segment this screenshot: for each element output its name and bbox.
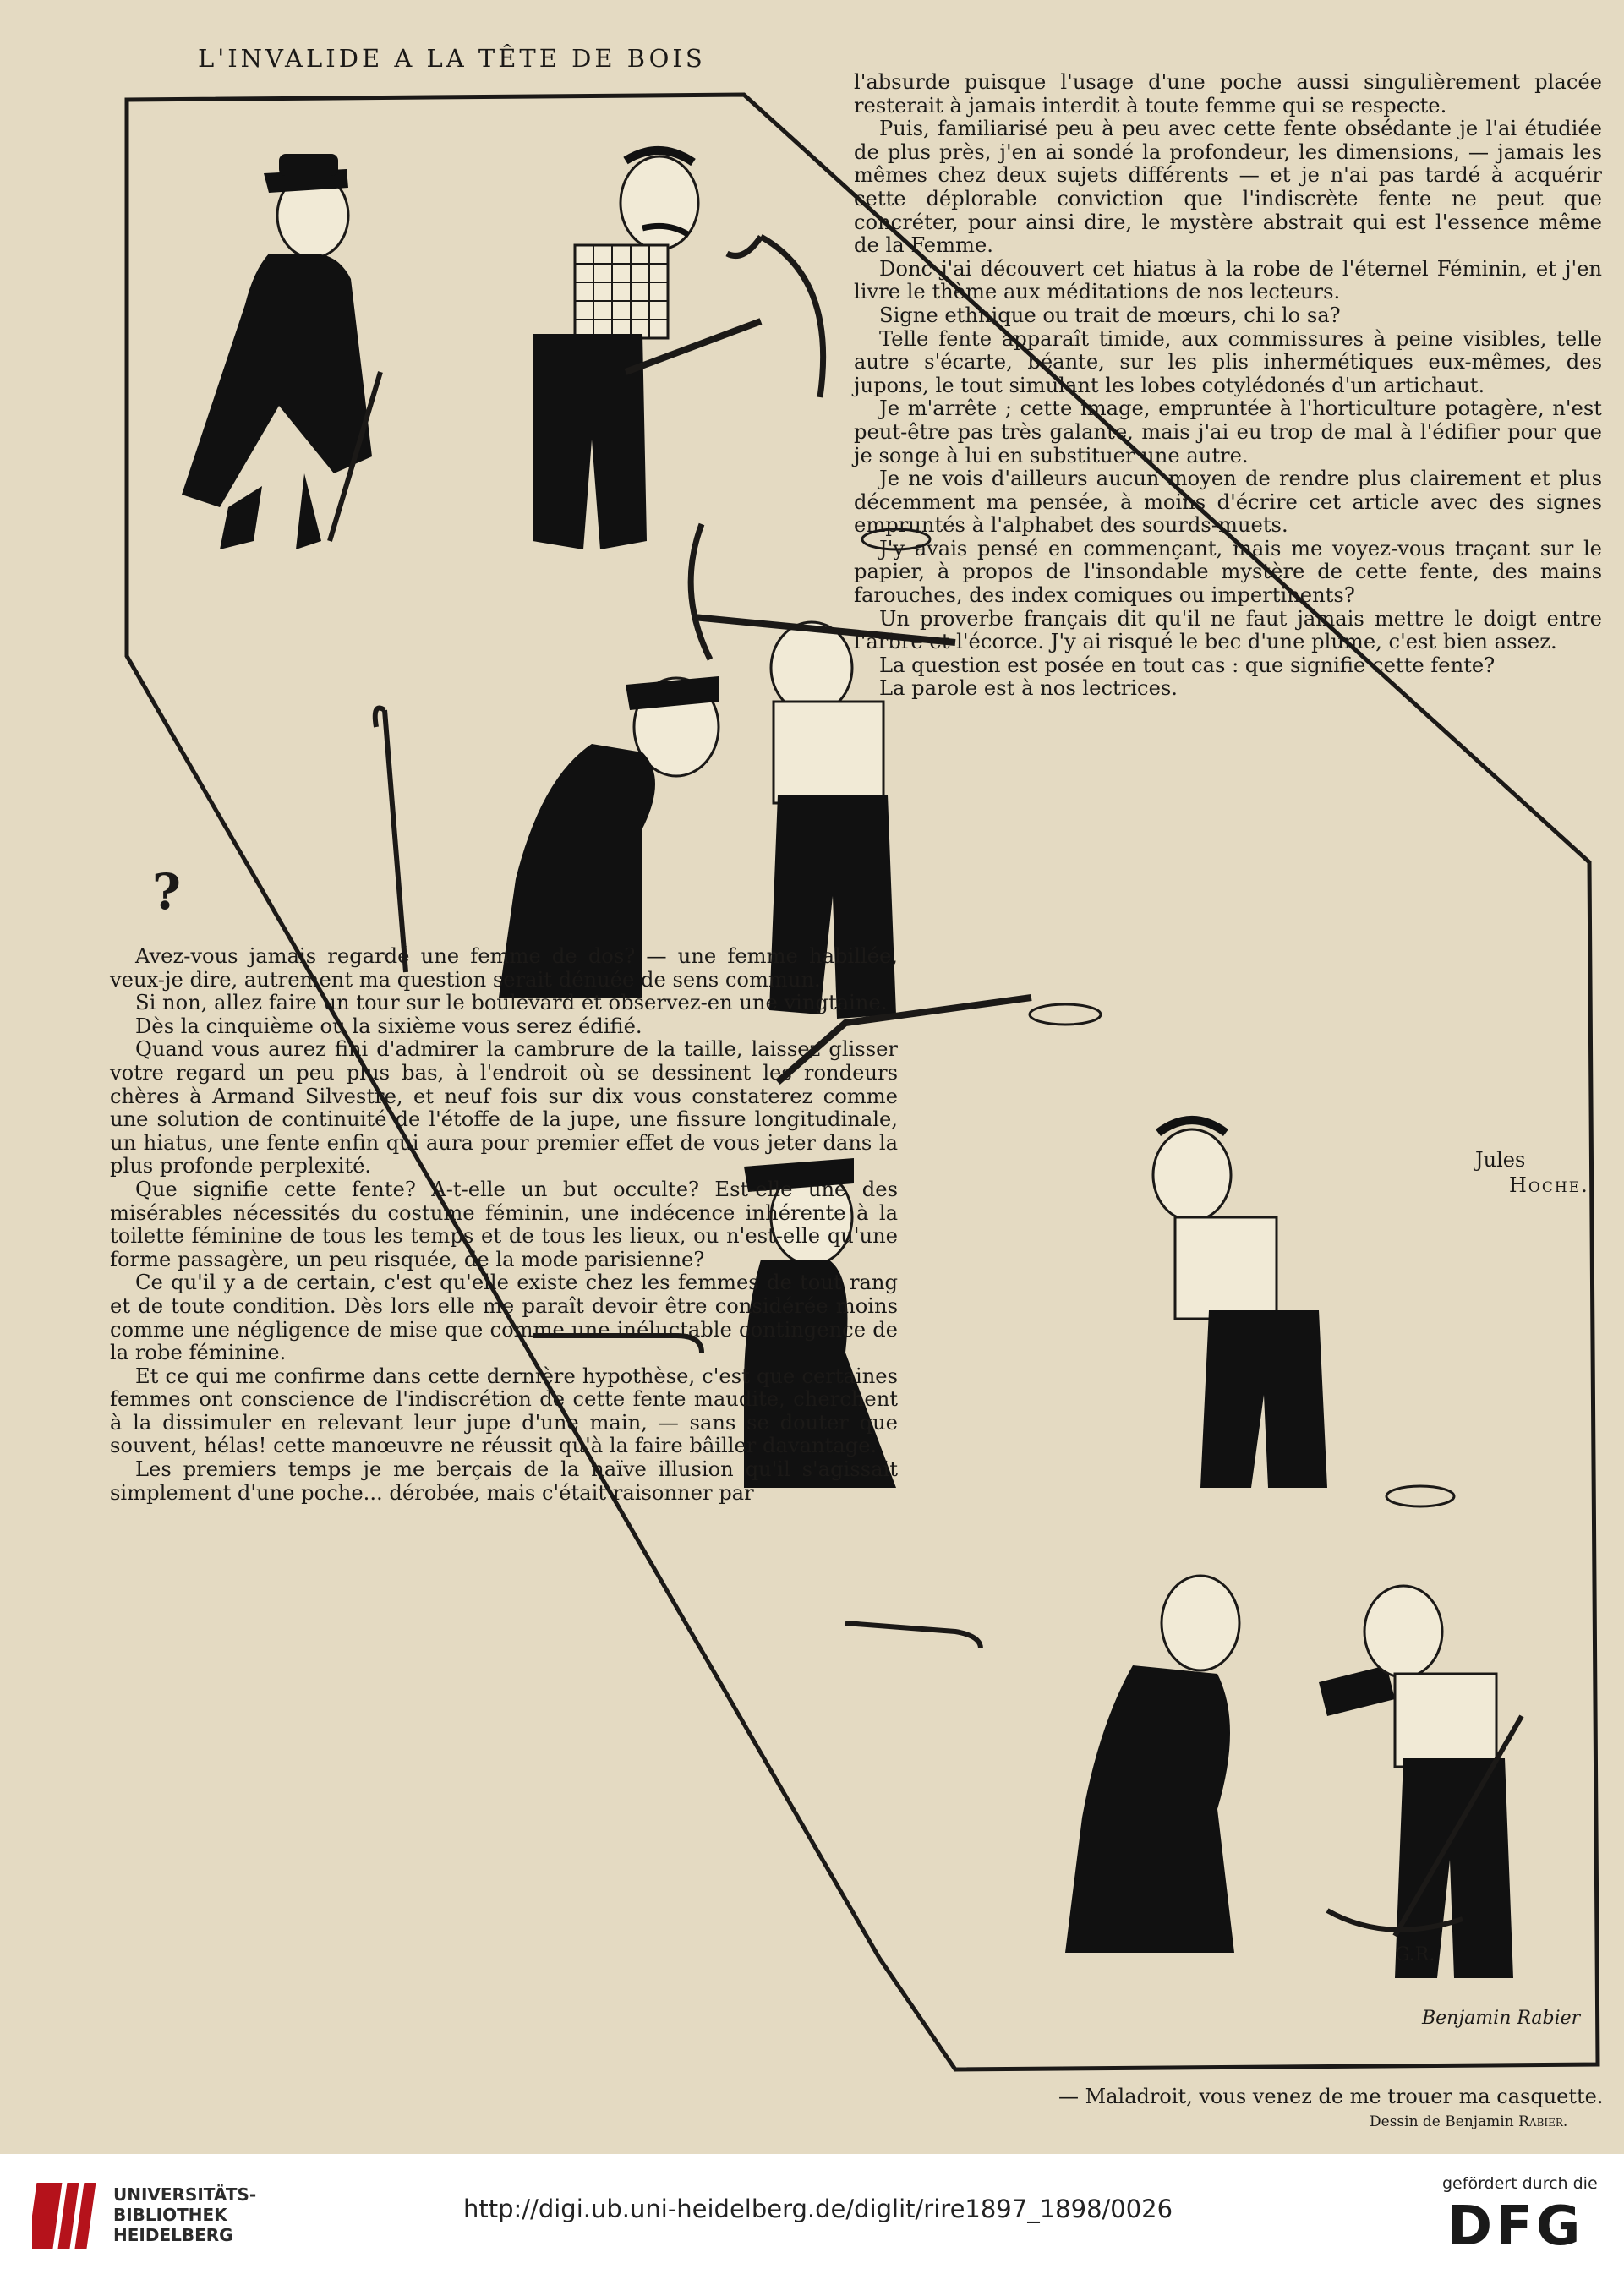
paragraph: Donc j'ai découvert cet hiatus à la robe de l'éternel Féminin, et j'en livre le thème aux méditations de nos lecteurs. (854, 256, 1602, 304)
paragraph: Puis, familiarisé peu à peu avec cette fente obsédante je l'ai étudiée de plus près, j'en ai sondé la profondeur, les dimensions, — jamais les mêmes chez deux sujets différents — et je n'ai pas tardé à acquérir cette déplorable conviction que l'indiscrète fente ne peut que concréter, pour ainsi dire, le mystère abstrait qui est l'essence même de la Femme. (854, 117, 1602, 258)
illustration-caption: — Maladroit, vous venez de me trouer ma casquette. (1058, 2085, 1604, 2108)
credit-name: Rabier. (1518, 2113, 1568, 2130)
running-title: L'INVALIDE A LA TÊTE DE BOIS (198, 44, 706, 73)
paragraph: Avez-vous jamais regardé une femme de dos? — une femme habillée, veux-je dire, autrement ma question serait dénuée de sens commun. (110, 944, 898, 992)
library-name[interactable] (113, 2184, 256, 2245)
article-column-left (110, 945, 898, 1505)
paragraph: Les premiers temps je me berçais de la naïve illusion qu'il s'agissait simplement d'une poche... dérobée, mais c'était raisonner par (110, 1457, 898, 1505)
library-name-line: HEIDELBERG (113, 2225, 233, 2245)
illustration-credit (1370, 2113, 1567, 2130)
paragraph: Quand vous aurez fini d'admirer la cambrure de la taille, laissez glisser votre regard un peu plus bas, à l'endroit où se dessinent les rondeurs chères à Armand Silvestre, et neuf fois sur dix vous constaterez comme une solution de continuité de l'étoffe de la jupe, une fissure longitudinale, un hiatus, une fente enfin qui aura pour premier effet de vous jeter dans la plus profonde perplexité. (110, 1037, 898, 1178)
dfg-logo[interactable]: DFG (1447, 2195, 1584, 2258)
library-name-line: BIBLIOTHEK (113, 2205, 227, 2225)
article-column-right (854, 71, 1602, 701)
paragraph: Si non, allez faire un tour sur le boulevard et observez-en une vingtaine. (135, 991, 888, 1015)
heidelberg-library-logo-icon[interactable] (32, 2179, 105, 2252)
paragraph: Dès la cinquième ou la sixième vous serez édifié. (135, 1014, 642, 1038)
question-mark: ? (152, 863, 181, 921)
paragraph: J'y avais pensé en commençant, mais me voyez-vous traçant sur le papier, à propos de l'insondable mystère de cette fente, des mains farouches, des index comiques ou impertinents? (854, 536, 1602, 608)
paragraph: l'absurde puisque l'usage d'une poche aussi singulièrement placée resterait à jamais interdit à toute femme qui se respecte. (854, 70, 1602, 118)
paragraph: Je ne vois d'ailleurs aucun moyen de rendre plus clairement et plus décemment ma pensée, à moins d'écrire cet article avec des signes empruntés à l'alphabet des sourds-muets. (854, 467, 1602, 538)
sponsor-text: gefördert durch die (1442, 2174, 1598, 2193)
paragraph: La question est posée en tout cas : que signifie cette fente? (879, 653, 1496, 677)
author-last-name: Hoche. (1509, 1173, 1589, 1197)
paragraph: Un proverbe français dit qu'il ne faut jamais mettre le doigt entre l'arbre et l'écorce. J'y ai risqué le bec d'une plume, c'est bien assez. (854, 606, 1602, 654)
artist-signature: Benjamin Rabier (1422, 2008, 1581, 2029)
paragraph: Signe ethnique ou trait de mœurs, chi lo sa? (879, 303, 1341, 327)
author-first-name: Jules (1475, 1148, 1526, 1172)
paragraph: Que signifie cette fente? A-t-elle un but occulte? Est-elle une des misérables nécessités du costume féminin, une indécence inhérente à la toilette féminine de tous les temps et de tous les lieux, ou n'est-elle qu'une forme passagère, un peu risquée, de la mode parisienne? (110, 1177, 898, 1271)
permalink-url[interactable]: http://digi.ub.uni-heidelberg.de/diglit/rire1897_1898/0026 (463, 2195, 1173, 2223)
panel-1-figures (182, 150, 930, 549)
viewer-footer (0, 2154, 1624, 2274)
paragraph: Ce qu'il y a de certain, c'est qu'elle existe chez les femmes de tout rang et de toute condition. Dès lors elle me paraît devoir être considérée moins comme une négligence de mise que comme une inéluctable contingence de la robe féminine. (110, 1271, 898, 1365)
paragraph: Telle fente apparaît timide, aux commissures à peine visibles, telle autre s'écarte, béante, sur les plis inhermétiques eux-mêmes, des jupons, le tout simulant les lobes cotylédonés d'un artichaut. (854, 326, 1602, 397)
library-name-line: UNIVERSITÄTS- (113, 2184, 257, 2205)
panel-4-figures (845, 1576, 1522, 1978)
credit-prefix: Dessin de Benjamin (1370, 2113, 1514, 2130)
paragraph: La parole est à nos lectrices. (879, 676, 1178, 701)
paragraph: Je m'arrête ; cette image, empruntée à l'horticulture potagère, n'est peut-être pas très galante, mais j'ai eu trop de mal à l'édifier pour que je songe à lui en substituer une autre. (854, 396, 1602, 467)
paragraph: Et ce qui me confirme dans cette dernière hypothèse, c'est que certaines femmes ont conscience de l'indiscrétion de cette fente maudite, cherchent à la dissimuler en relevant leur jupe d'une main, — sans se douter que souvent, hélas! cette manœuvre ne réussit qu'à la faire bâiller davantage. (110, 1364, 898, 1458)
corner-monogram: G.R. (1395, 1944, 1435, 1965)
